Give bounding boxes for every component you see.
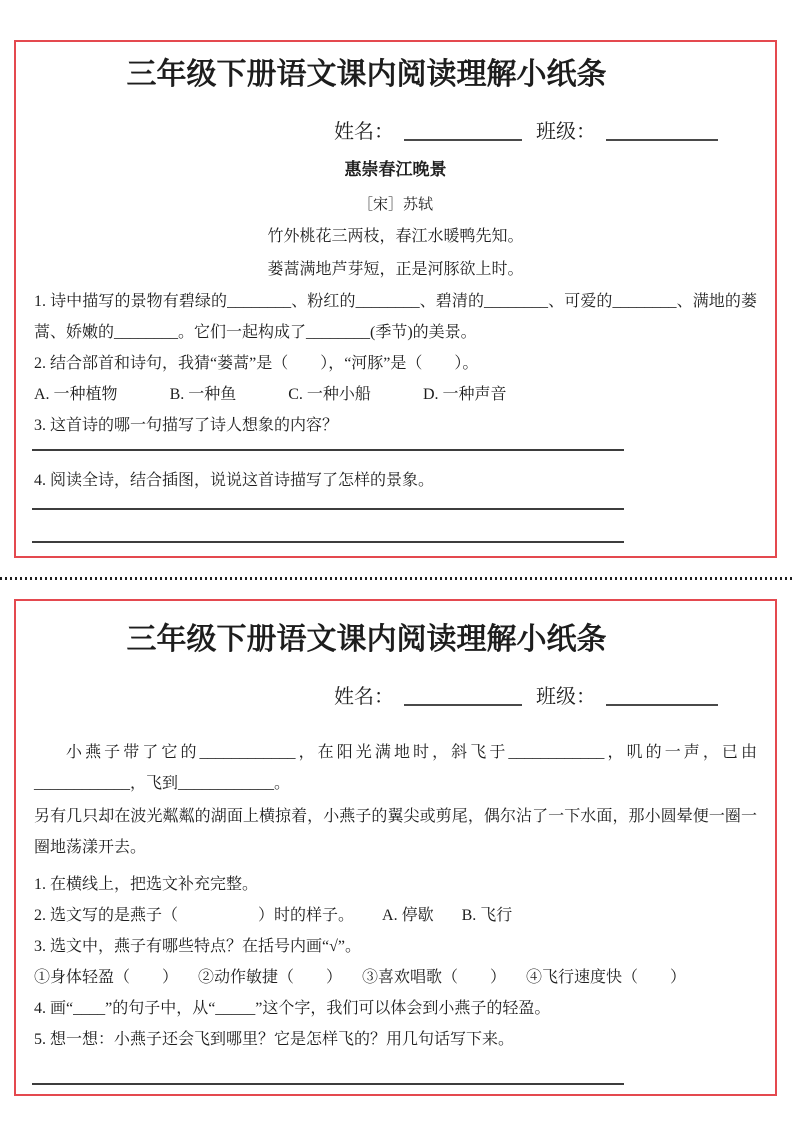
name-class-row [16, 679, 775, 709]
dotted-cut-line [0, 577, 793, 580]
answer-line [32, 508, 624, 510]
passage-paragraph-1: 小燕子带了它的____________，在阳光满地时，斜飞于____________，叽的一声，已由____________，飞到____________。 [34, 744, 757, 793]
class-blank-line [606, 704, 718, 706]
name-blank-line [404, 704, 522, 706]
check-item-2: ②动作敏捷（ ） [198, 969, 343, 987]
option-b: B. 一种鱼 [169, 386, 237, 404]
option-d: D. 一种声音 [422, 386, 507, 404]
question-2-stem: 2. 选文写的是燕子（ ）时的样子。 [34, 907, 355, 925]
answer-line [32, 1083, 624, 1085]
question-2-options [34, 379, 757, 410]
poem-author: ［宋］苏轼 [357, 197, 433, 214]
question-3: 3. 这首诗的哪一句描写了诗人想象的内容？ [34, 417, 339, 435]
question-1: 1. 在横线上，把选文补充完整。 [34, 876, 259, 894]
poem-line-1: 竹外桃花三两枝，春江水暖鸭先知。 [267, 228, 524, 246]
poem-title: 惠崇春江晚景 [344, 160, 447, 180]
question-3: 3. 选文中，燕子有哪些特点？在括号内画“√”。 [34, 938, 361, 956]
poem-line-2: 蒌蒿满地芦芽短，正是河豚欲上时。 [267, 261, 524, 279]
option-b: B. 飞行 [461, 907, 513, 925]
question-3-items [34, 962, 757, 993]
name-label: 姓名： [334, 686, 394, 709]
option-a: A. 一种植物 [34, 386, 118, 404]
page-title: 三年级下册语文课内阅读理解小纸条 [126, 623, 607, 656]
check-item-4: ④飞行速度快（ ） [526, 969, 687, 987]
check-item-3: ③喜欢唱歌（ ） [362, 969, 507, 987]
answer-line [32, 449, 624, 451]
passage-paragraph-2: 另有几只却在波光粼粼的湖面上横掠着，小燕子的翼尖或剪尾，偶尔沾了一下水面，那小圆晕便一圈一圈地荡漾开去。 [34, 808, 757, 857]
name-blank-line [404, 139, 522, 141]
check-item-1: ①身体轻盈（ ） [34, 969, 179, 987]
option-c: C. 一种小船 [288, 386, 371, 404]
page-title: 三年级下册语文课内阅读理解小纸条 [126, 58, 607, 91]
answer-line [32, 541, 624, 543]
name-class-row [16, 114, 775, 144]
question-2-row [34, 900, 757, 931]
question-2: 2. 结合部首和诗句，我猜“蒌蒿”是（ ），“河豚”是（ ）。 [34, 355, 479, 373]
class-label: 班级： [536, 121, 596, 144]
class-label: 班级： [536, 686, 596, 709]
class-blank-line [606, 139, 718, 141]
option-a: A. 停歇 [382, 907, 434, 925]
question-1: 1. 诗中描写的景物有碧绿的________、粉红的________、碧清的________、可爱的________、满地的蒌蒿、娇嫩的________。它们一起构成了________(季节)的美景。 [34, 293, 757, 342]
question-4: 4. 阅读全诗，结合插图，说说这首诗描写了怎样的景象。 [34, 472, 435, 490]
question-4: 4. 画“____”的句子中，从“_____”这个字，我们可以体会到小燕子的轻盈。 [34, 1000, 551, 1018]
worksheet-card-swallow [14, 599, 777, 1096]
worksheet-card-poem [14, 40, 777, 558]
name-label: 姓名： [334, 121, 394, 144]
question-5: 5. 想一想：小燕子还会飞到哪里？它是怎样飞的？用几句话写下来。 [34, 1031, 515, 1049]
